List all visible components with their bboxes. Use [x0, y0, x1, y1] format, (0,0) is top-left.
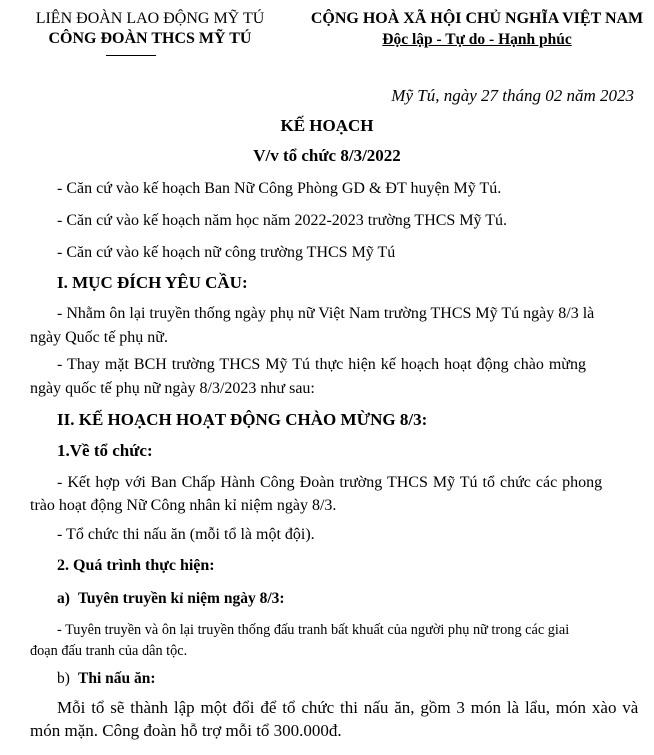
issuing-union: CÔNG ĐOÀN THCS MỸ TÚ — [48, 30, 252, 47]
section-heading: II. KẾ HOẠCH HOẠT ĐỘNG CHÀO MỪNG 8/3: — [57, 410, 428, 429]
paragraph-line: - Kết hợp với Ban Chấp Hành Công Đoàn trường THCS Mỹ Tú tổ chức các phong — [57, 474, 603, 491]
paragraph-line: - Thay mặt BCH trường THCS Mỹ Tú thực hiện kế hoạch hoạt động chào mừng — [57, 356, 586, 373]
header-left-rule — [106, 55, 156, 56]
subsection-heading: 1.Về tổ chức: — [57, 441, 153, 460]
basis-line: - Căn cứ vào kế hoạch Ban Nữ Công Phòng GD & ĐT huyện Mỹ Tú. — [57, 180, 502, 197]
section-heading: I. MỤC ĐÍCH YÊU CẦU: — [57, 273, 248, 292]
item-heading: Thi nấu ăn: — [78, 670, 156, 687]
subsection-heading: 2. Quá trình thực hiện: — [57, 557, 215, 574]
basis-line: - Căn cứ vào kế hoạch nữ công trường THCS Mỹ Tú — [57, 244, 396, 261]
paragraph-line: món mặn. Công đoàn hỗ trợ mỗi tổ 300.000đ. — [30, 721, 342, 740]
issuing-organization: LIÊN ĐOÀN LAO ĐỘNG MỸ TÚ — [35, 10, 265, 27]
paragraph-line: Mỗi tổ sẽ thành lập một đổi để tổ chức thi nấu ăn, gồm 3 món là lẩu, món xào và — [57, 698, 639, 717]
paragraph-line: đoạn đấu tranh của dân tộc. — [30, 643, 188, 659]
paragraph-line: ngày Quốc tế phụ nữ. — [30, 329, 168, 346]
paragraph-line: - Nhằm ôn lại truyền thống ngày phụ nữ Việt Nam trường THCS Mỹ Tú ngày 8/3 là — [57, 305, 595, 322]
national-motto: Độc lập - Tự do - Hạnh phúc — [382, 31, 572, 48]
basis-line: - Căn cứ vào kế hoạch năm học năm 2022-2023 trường THCS Mỹ Tú. — [57, 212, 508, 229]
paragraph-line: - Tổ chức thi nấu ăn (mỗi tổ là một đội). — [57, 526, 315, 543]
list-marker: a) — [57, 590, 70, 607]
paragraph-line: trào hoạt động Nữ Công nhân kỉ niệm ngày 8/3. — [30, 497, 337, 514]
national-title: CỘNG HOÀ XÃ HỘI CHỦ NGHĨA VIỆT NAM — [310, 10, 644, 27]
date-line: Mỹ Tú, ngày 27 tháng 02 năm 2023 — [391, 86, 634, 105]
list-marker: b) — [57, 670, 70, 687]
item-heading: Tuyên truyền kỉ niệm ngày 8/3: — [78, 590, 285, 607]
document-subtitle: V/v tổ chức 8/3/2022 — [253, 146, 401, 165]
paragraph-line: - Tuyên truyền và ôn lại truyền thống đấu tranh bất khuất của người phụ nữ trong các giai — [57, 622, 570, 638]
paragraph-line: ngày quốc tế phụ nữ ngày 8/3/2023 như sau: — [30, 380, 315, 397]
document-title: KẾ HOẠCH — [280, 116, 374, 135]
